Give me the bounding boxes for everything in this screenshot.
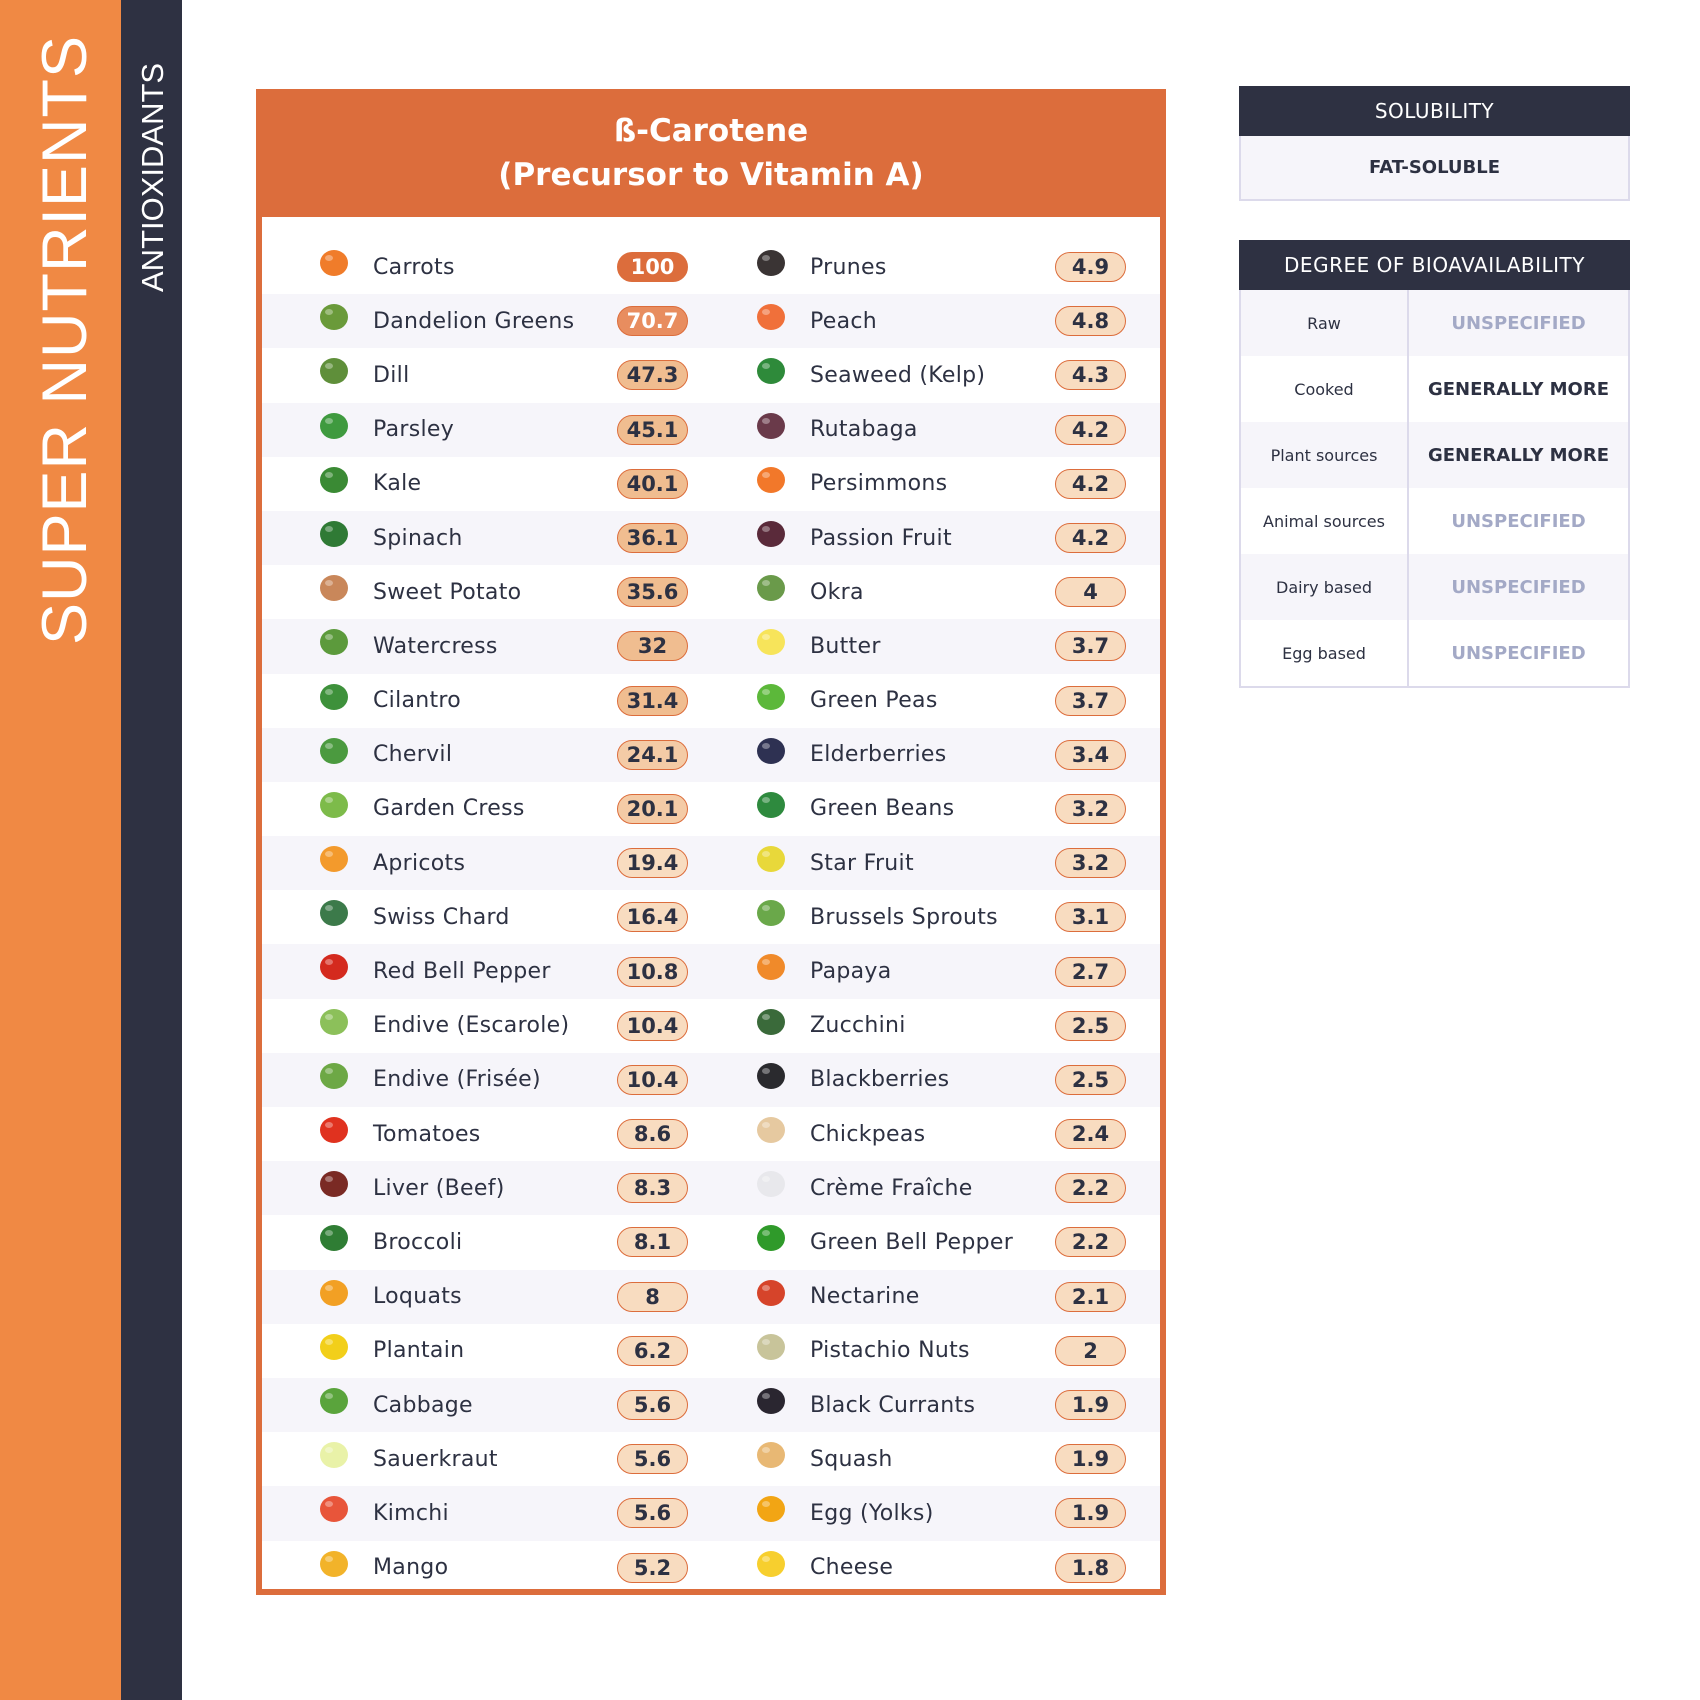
value-badge: 2.5 xyxy=(1055,1065,1126,1095)
bioavailability-label: Plant sources xyxy=(1241,422,1409,488)
food-name: Rutabaga xyxy=(810,417,918,443)
value-badge: 1.9 xyxy=(1055,1444,1126,1474)
value-cell xyxy=(1055,674,1126,728)
sidebar-orange-stripe xyxy=(0,0,121,1700)
table-row xyxy=(262,565,1160,619)
food-name: Green Bell Pepper xyxy=(810,1229,1014,1255)
value-badge: 31.4 xyxy=(617,686,688,716)
bioavailability-row xyxy=(1241,290,1628,356)
value-badge: 8.1 xyxy=(617,1227,688,1257)
table-row xyxy=(262,1270,1160,1324)
food-name: Red Bell Pepper xyxy=(373,959,551,985)
value-cell xyxy=(617,240,688,294)
value-cell xyxy=(1055,999,1126,1053)
food-name: Butter xyxy=(810,633,881,659)
food-name: Carrots xyxy=(373,254,455,280)
value-badge: 10.4 xyxy=(617,1011,688,1041)
value-badge: 1.9 xyxy=(1055,1498,1126,1528)
value-cell xyxy=(617,1541,688,1595)
food-name: Endive (Escarole) xyxy=(373,1013,570,1039)
value-badge: 3.7 xyxy=(1055,631,1126,661)
value-cell xyxy=(1055,1270,1126,1324)
value-cell xyxy=(1055,565,1126,619)
value-cell xyxy=(1055,511,1126,565)
food-name: Sweet Potato xyxy=(373,579,522,605)
value-cell xyxy=(617,1215,688,1269)
food-name: Zucchini xyxy=(810,1013,906,1039)
value-cell xyxy=(617,944,688,998)
value-cell xyxy=(617,728,688,782)
value-badge: 2.1 xyxy=(1055,1282,1126,1312)
value-cell xyxy=(617,619,688,673)
star-fruit-icon xyxy=(749,836,793,880)
value-badge: 70.7 xyxy=(617,306,688,336)
value-cell xyxy=(1055,240,1126,294)
blackberry-icon xyxy=(749,1053,793,1097)
food-name: Egg (Yolks) xyxy=(810,1500,934,1526)
value-badge: 4.2 xyxy=(1055,415,1126,445)
sweet-potato-icon xyxy=(312,565,356,609)
value-cell xyxy=(617,890,688,944)
table-row xyxy=(262,944,1160,998)
value-cell xyxy=(617,1270,688,1324)
persimmon-icon xyxy=(749,457,793,501)
table-rows xyxy=(262,240,1160,1595)
food-name: Green Peas xyxy=(810,688,938,714)
value-badge: 8.3 xyxy=(617,1173,688,1203)
seaweed-icon xyxy=(749,348,793,392)
value-badge: 45.1 xyxy=(617,415,688,445)
bioavailability-value: GENERALLY MORE xyxy=(1427,444,1610,466)
value-cell xyxy=(1055,294,1126,348)
value-cell xyxy=(1055,1161,1126,1215)
section-subtitle: ANTIOXIDANTS xyxy=(135,62,170,292)
food-name: Elderberries xyxy=(810,742,947,768)
value-badge: 5.6 xyxy=(617,1444,688,1474)
value-cell xyxy=(1055,836,1126,890)
value-badge: 36.1 xyxy=(617,523,688,553)
food-name: Parsley xyxy=(373,417,455,443)
value-cell xyxy=(1055,890,1126,944)
table-row xyxy=(262,619,1160,673)
value-badge: 10.4 xyxy=(617,1065,688,1095)
food-name: Passion Fruit xyxy=(810,525,952,551)
table-row xyxy=(262,1486,1160,1540)
plantain-icon xyxy=(312,1324,356,1368)
value-badge: 2.2 xyxy=(1055,1173,1126,1203)
value-cell xyxy=(1055,1378,1126,1432)
value-cell xyxy=(1055,1541,1126,1595)
value-badge: 4.2 xyxy=(1055,469,1126,499)
value-badge: 2.2 xyxy=(1055,1227,1126,1257)
squash-icon xyxy=(749,1432,793,1476)
bioavailability-value: UNSPECIFIED xyxy=(1451,312,1586,334)
value-badge: 4.2 xyxy=(1055,523,1126,553)
broccoli-icon xyxy=(312,1215,356,1259)
bioavailability-row xyxy=(1241,554,1628,620)
food-name: Persimmons xyxy=(810,471,948,497)
food-name: Garden Cress xyxy=(373,796,525,822)
table-row xyxy=(262,1541,1160,1595)
value-badge: 35.6 xyxy=(617,577,688,607)
pistachio-icon xyxy=(749,1324,793,1368)
table-row xyxy=(262,1161,1160,1215)
value-cell xyxy=(1055,1053,1126,1107)
okra-icon xyxy=(749,565,793,609)
bioavailability-label: Raw xyxy=(1241,290,1409,356)
value-cell xyxy=(1055,457,1126,511)
endive-frisee-icon xyxy=(312,1053,356,1097)
table-row xyxy=(262,782,1160,836)
value-cell xyxy=(1055,1324,1126,1378)
food-name: Green Beans xyxy=(810,796,955,822)
food-name: Prunes xyxy=(810,254,887,280)
table-title-line1: ß-Carotene xyxy=(613,113,809,149)
kale-icon xyxy=(312,457,356,501)
value-badge: 3.4 xyxy=(1055,740,1126,770)
value-badge: 100 xyxy=(617,252,688,282)
food-name: Sauerkraut xyxy=(373,1446,498,1472)
food-name: Star Fruit xyxy=(810,850,914,876)
food-name: Kimchi xyxy=(373,1500,449,1526)
food-name: Seaweed (Kelp) xyxy=(810,362,986,388)
food-name: Pistachio Nuts xyxy=(810,1338,970,1364)
food-name: Spinach xyxy=(373,525,463,551)
food-name: Loquats xyxy=(373,1284,462,1310)
value-badge: 3.7 xyxy=(1055,686,1126,716)
food-name: Cilantro xyxy=(373,688,462,714)
bioavailability-row xyxy=(1241,620,1628,686)
parsley-icon xyxy=(312,403,356,447)
bioavailability-value: UNSPECIFIED xyxy=(1451,642,1586,664)
value-cell xyxy=(617,1432,688,1486)
carotene-table xyxy=(256,89,1166,1595)
spinach-icon xyxy=(312,511,356,555)
value-badge: 47.3 xyxy=(617,360,688,390)
table-row xyxy=(262,1432,1160,1486)
value-cell xyxy=(617,565,688,619)
food-name: Apricots xyxy=(373,850,466,876)
papaya-icon xyxy=(749,944,793,988)
brussels-sprouts-icon xyxy=(749,890,793,934)
value-badge: 32 xyxy=(617,631,688,661)
carrot-icon xyxy=(312,240,356,284)
table-row xyxy=(262,511,1160,565)
bioavailability-value: UNSPECIFIED xyxy=(1451,576,1586,598)
value-cell xyxy=(1055,944,1126,998)
passion-fruit-icon xyxy=(749,511,793,555)
food-name: Plantain xyxy=(373,1338,465,1364)
table-row xyxy=(262,1107,1160,1161)
value-badge: 3.1 xyxy=(1055,902,1126,932)
nectarine-icon xyxy=(749,1270,793,1314)
apricot-icon xyxy=(312,836,356,880)
cabbage-icon xyxy=(312,1378,356,1422)
value-cell xyxy=(1055,403,1126,457)
table-row xyxy=(262,890,1160,944)
value-cell xyxy=(617,1486,688,1540)
table-row xyxy=(262,1215,1160,1269)
food-name: Nectarine xyxy=(810,1284,920,1310)
value-badge: 3.2 xyxy=(1055,848,1126,878)
food-name: Black Currants xyxy=(810,1392,976,1418)
value-cell xyxy=(1055,1486,1126,1540)
food-name: Watercress xyxy=(373,633,498,659)
food-name: Crème Fraîche xyxy=(810,1175,973,1201)
food-name: Blackberries xyxy=(810,1067,950,1093)
value-badge: 8 xyxy=(617,1282,688,1312)
solubility-box xyxy=(1239,86,1630,201)
loquat-icon xyxy=(312,1270,356,1314)
table-row xyxy=(262,1324,1160,1378)
value-badge: 19.4 xyxy=(617,848,688,878)
value-cell xyxy=(617,782,688,836)
kimchi-jar-icon xyxy=(312,1486,356,1530)
rutabaga-icon xyxy=(749,403,793,447)
table-row xyxy=(262,999,1160,1053)
value-badge: 2 xyxy=(1055,1336,1126,1366)
dandelion-icon xyxy=(312,294,356,338)
black-currant-icon xyxy=(749,1378,793,1422)
beef-liver-icon xyxy=(312,1161,356,1205)
value-badge: 3.2 xyxy=(1055,794,1126,824)
food-name: Brussels Sprouts xyxy=(810,904,998,930)
bioavailability-label: Cooked xyxy=(1241,356,1409,422)
section-title: SUPER NUTRIENTS xyxy=(30,34,100,645)
food-name: Okra xyxy=(810,579,864,605)
value-cell xyxy=(1055,1215,1126,1269)
bioavailability-rows xyxy=(1241,290,1628,686)
prune-icon xyxy=(749,240,793,284)
value-badge: 16.4 xyxy=(617,902,688,932)
food-name: Dill xyxy=(373,362,410,388)
value-badge: 5.6 xyxy=(617,1498,688,1528)
food-name: Swiss Chard xyxy=(373,904,510,930)
solubility-header: SOLUBILITY xyxy=(1239,86,1630,136)
table-row xyxy=(262,836,1160,890)
chickpea-icon xyxy=(749,1107,793,1151)
table-row xyxy=(262,674,1160,728)
value-badge: 4.8 xyxy=(1055,306,1126,336)
food-name: Papaya xyxy=(810,959,892,985)
bioavailability-value: UNSPECIFIED xyxy=(1451,510,1586,532)
egg-yolk-icon xyxy=(749,1486,793,1530)
value-cell xyxy=(617,836,688,890)
value-cell xyxy=(617,348,688,402)
dill-icon xyxy=(312,348,356,392)
table-row xyxy=(262,348,1160,402)
food-name: Cabbage xyxy=(373,1392,473,1418)
food-name: Peach xyxy=(810,308,878,334)
value-cell xyxy=(617,511,688,565)
elderberry-icon xyxy=(749,728,793,772)
value-badge: 5.2 xyxy=(617,1553,688,1583)
value-badge: 24.1 xyxy=(617,740,688,770)
value-badge: 2.4 xyxy=(1055,1119,1126,1149)
food-name: Chervil xyxy=(373,742,453,768)
value-cell xyxy=(1055,728,1126,782)
food-name: Tomatoes xyxy=(373,1121,481,1147)
table-row xyxy=(262,294,1160,348)
value-cell xyxy=(617,403,688,457)
zucchini-icon xyxy=(749,999,793,1043)
value-badge: 8.6 xyxy=(617,1119,688,1149)
table-row xyxy=(262,403,1160,457)
chervil-icon xyxy=(312,728,356,772)
value-badge: 4.3 xyxy=(1055,360,1126,390)
food-name: Squash xyxy=(810,1446,893,1472)
value-cell xyxy=(1055,782,1126,836)
table-row xyxy=(262,1378,1160,1432)
table-row xyxy=(262,1053,1160,1107)
bioavailability-row xyxy=(1241,488,1628,554)
value-badge: 6.2 xyxy=(617,1336,688,1366)
food-name: Chickpeas xyxy=(810,1121,926,1147)
value-cell xyxy=(617,294,688,348)
value-badge: 5.6 xyxy=(617,1390,688,1420)
green-beans-icon xyxy=(749,782,793,826)
sauerkraut-jar-icon xyxy=(312,1432,356,1476)
value-badge: 1.9 xyxy=(1055,1390,1126,1420)
value-cell xyxy=(617,999,688,1053)
tomato-icon xyxy=(312,1107,356,1151)
cheese-icon xyxy=(749,1541,793,1585)
creme-fraiche-icon xyxy=(749,1161,793,1205)
value-cell xyxy=(1055,1432,1126,1486)
value-cell xyxy=(617,1161,688,1215)
value-cell xyxy=(1055,1107,1126,1161)
table-row xyxy=(262,728,1160,782)
mango-icon xyxy=(312,1541,356,1585)
bioavailability-label: Dairy based xyxy=(1241,554,1409,620)
value-badge: 40.1 xyxy=(617,469,688,499)
green-bell-pepper-icon xyxy=(749,1215,793,1259)
food-name: Kale xyxy=(373,471,422,497)
bioavailability-value: GENERALLY MORE xyxy=(1427,378,1610,400)
value-cell xyxy=(617,1053,688,1107)
bioavailability-label: Egg based xyxy=(1241,620,1409,686)
peach-icon xyxy=(749,294,793,338)
bioavailability-row xyxy=(1241,422,1628,488)
value-badge: 2.7 xyxy=(1055,957,1126,987)
value-cell xyxy=(1055,348,1126,402)
red-bell-pepper-icon xyxy=(312,944,356,988)
value-cell xyxy=(617,1107,688,1161)
garden-cress-icon xyxy=(312,782,356,826)
value-cell xyxy=(1055,619,1126,673)
table-row xyxy=(262,457,1160,511)
bioavailability-row xyxy=(1241,356,1628,422)
food-name: Cheese xyxy=(810,1555,894,1581)
table-header xyxy=(256,89,1166,217)
food-name: Broccoli xyxy=(373,1229,463,1255)
food-name: Endive (Frisée) xyxy=(373,1067,541,1093)
value-badge: 10.8 xyxy=(617,957,688,987)
table-row xyxy=(262,240,1160,294)
swiss-chard-icon xyxy=(312,890,356,934)
value-cell xyxy=(617,674,688,728)
value-badge: 4.9 xyxy=(1055,252,1126,282)
solubility-value: FAT-SOLUBLE xyxy=(1241,136,1628,199)
value-badge: 20.1 xyxy=(617,794,688,824)
value-cell xyxy=(617,1324,688,1378)
value-badge: 1.8 xyxy=(1055,1553,1126,1583)
food-name: Liver (Beef) xyxy=(373,1175,505,1201)
value-cell xyxy=(617,457,688,511)
watercress-icon xyxy=(312,619,356,663)
table-title-line2: (Precursor to Vitamin A) xyxy=(498,157,924,193)
bioavailability-box xyxy=(1239,240,1630,688)
butter-icon xyxy=(749,619,793,663)
value-badge: 2.5 xyxy=(1055,1011,1126,1041)
value-badge: 4 xyxy=(1055,577,1126,607)
bioavailability-header: DEGREE OF BIOAVAILABILITY xyxy=(1239,240,1630,290)
food-name: Dandelion Greens xyxy=(373,308,575,334)
food-name: Mango xyxy=(373,1555,449,1581)
value-cell xyxy=(617,1378,688,1432)
green-peas-icon xyxy=(749,674,793,718)
endive-escarole-icon xyxy=(312,999,356,1043)
bioavailability-label: Animal sources xyxy=(1241,488,1409,554)
cilantro-icon xyxy=(312,674,356,718)
